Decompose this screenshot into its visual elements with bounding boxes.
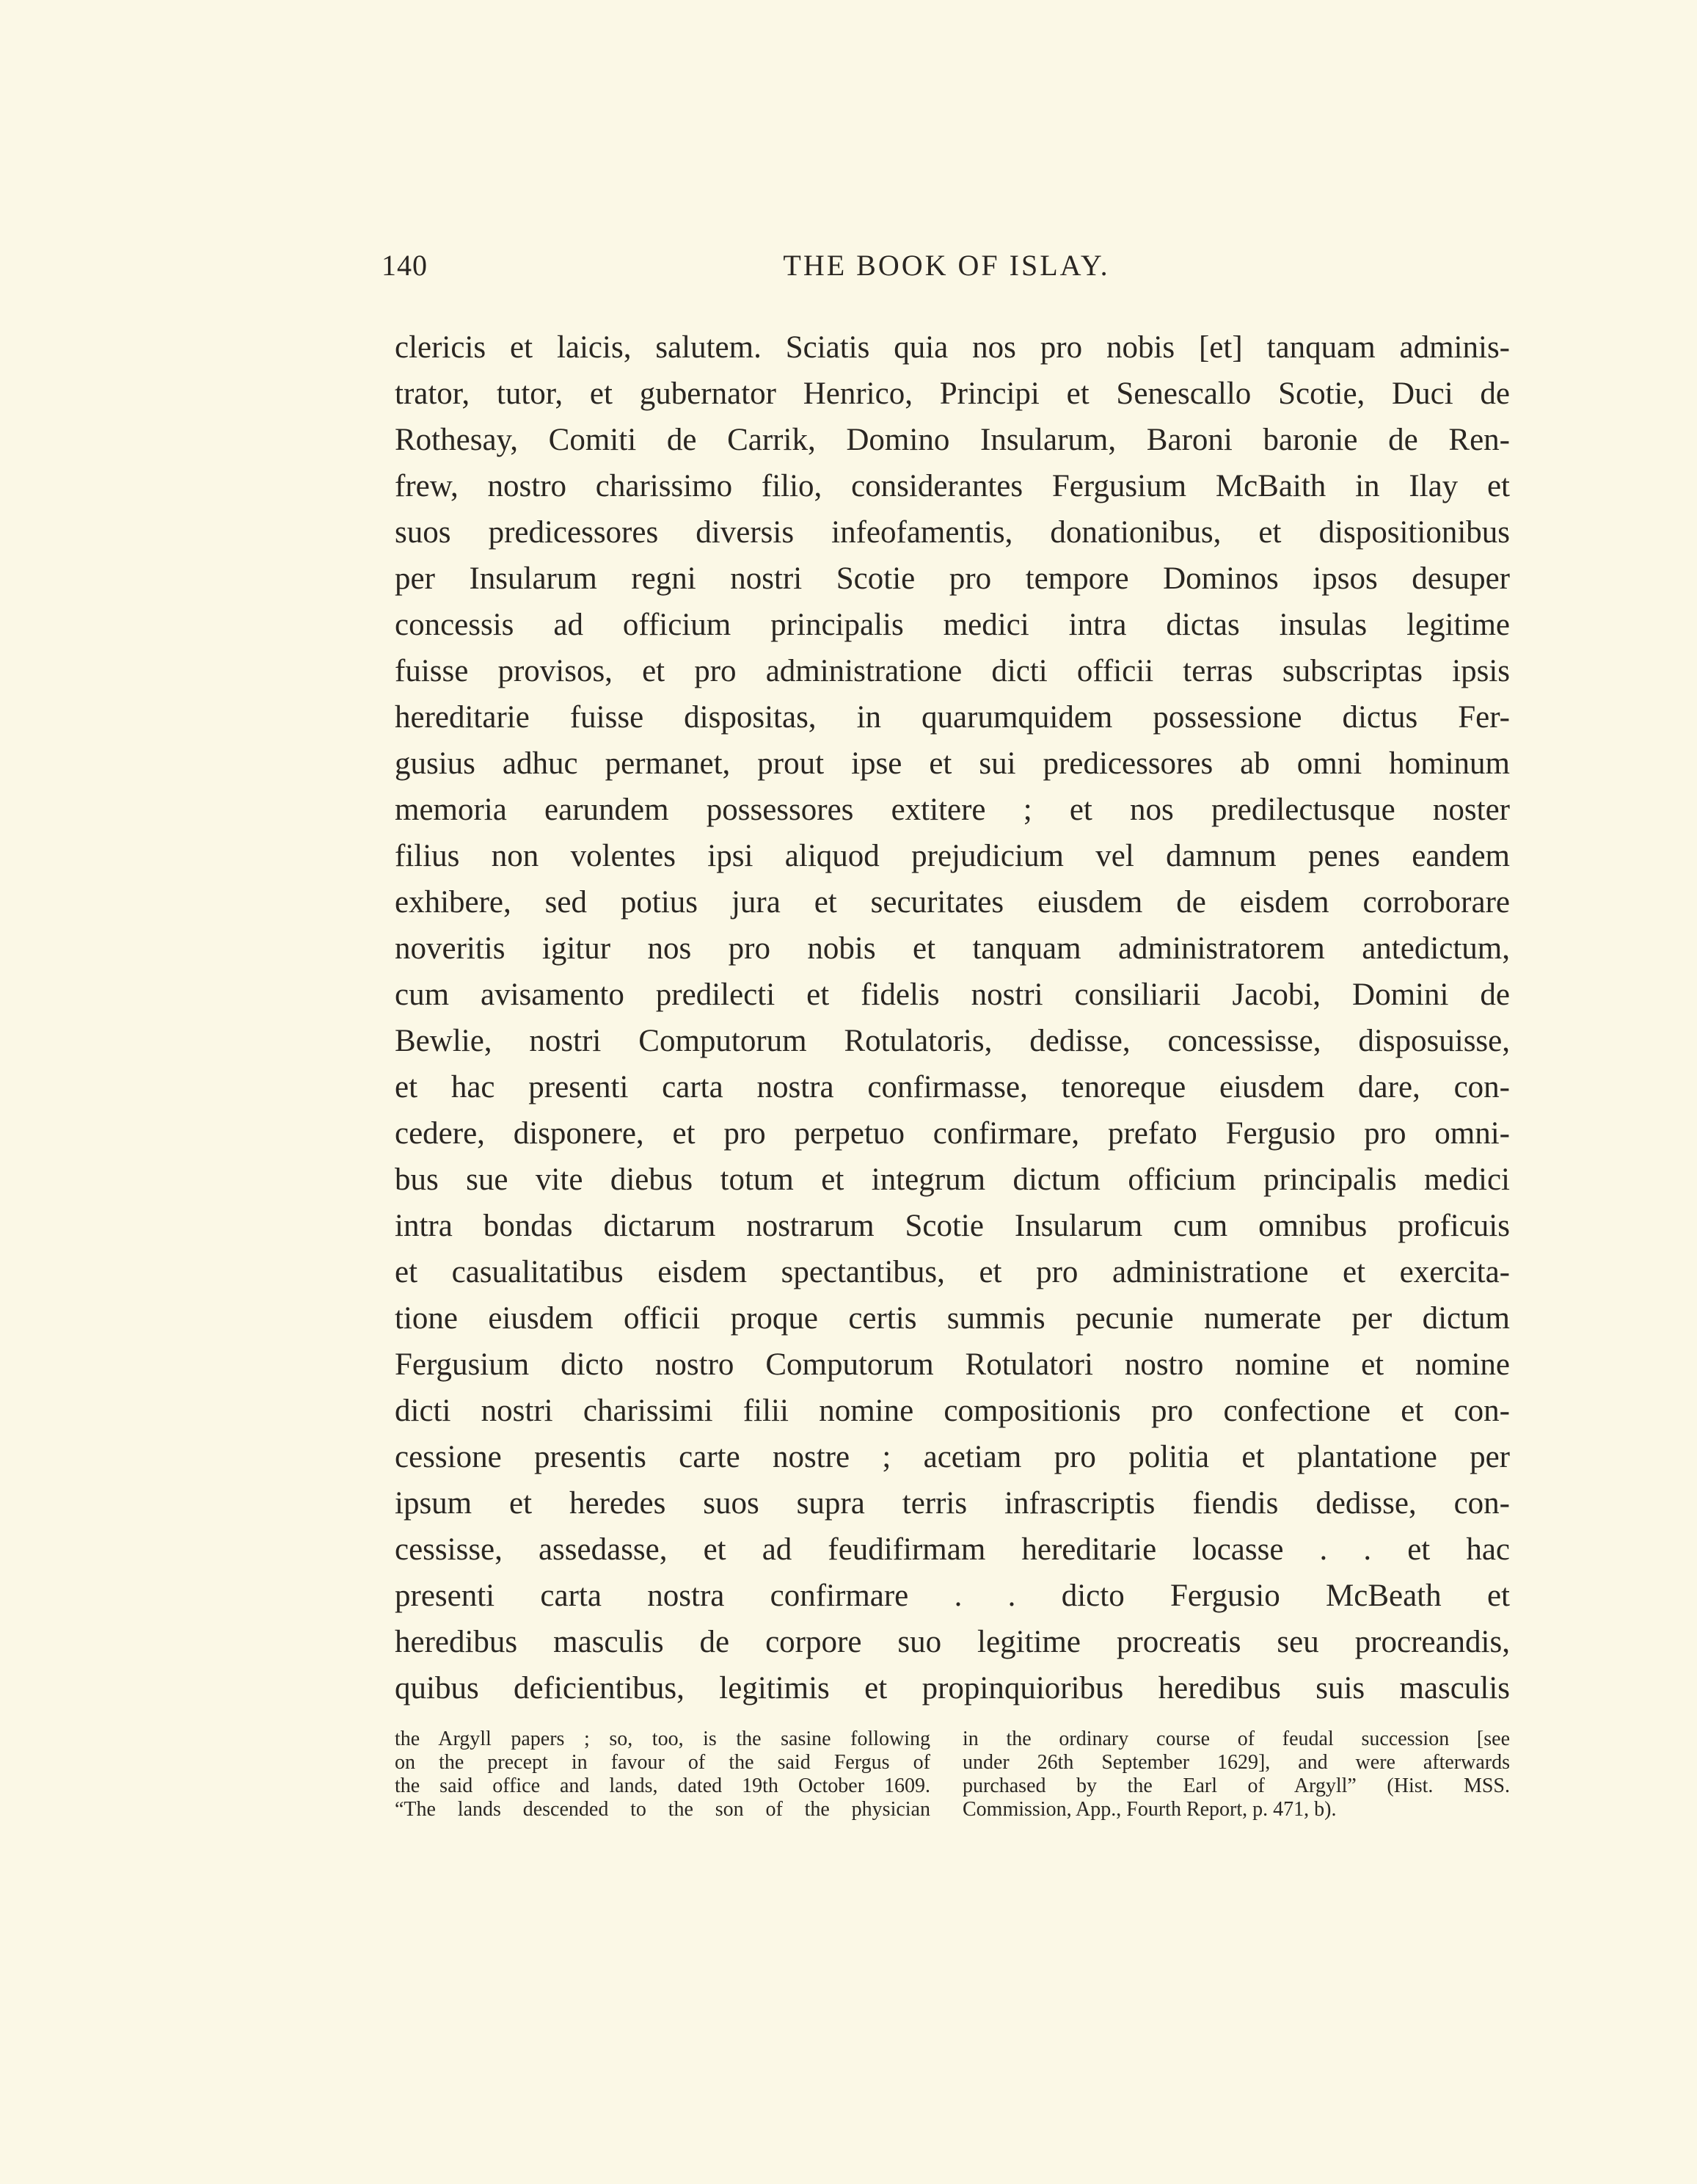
- text-line: hereditarie fuisse dispositas, in quarumquidem possessione dictus Fer-: [395, 700, 1510, 735]
- text-line: memoria earundem possessores extitere ; et nos predilectusque noster: [395, 793, 1510, 827]
- running-title: THE BOOK OF ISLAY.: [783, 249, 1110, 282]
- text-line: fuisse provisos, et pro administratione dicti officii terras subscriptas ipsis: [395, 654, 1510, 688]
- text-line: suos predicessores diversis infeofamentis, donationibus, et dispositionibus: [395, 515, 1510, 550]
- body-text: [395, 324, 1510, 1711]
- text-line: gusius adhuc permanet, prout ipse et sui predicessores ab omni hominum: [395, 746, 1510, 781]
- text-line: ipsum et heredes suos supra terris infrascriptis fiendis dedisse, con-: [395, 1486, 1510, 1521]
- footnote-column-left: [395, 1728, 930, 1821]
- footnote-line: purchased by the Earl of Argyll” (Hist. MSS.: [963, 1774, 1510, 1797]
- footnote-line: the Argyll papers ; so, too, is the sasine following: [395, 1728, 930, 1750]
- text-line: filius non volentes ipsi aliquod prejudicium vel damnum penes eandem: [395, 839, 1510, 873]
- text-line: Bewlie, nostri Computorum Rotulatoris, dedisse, concessisse, disposuisse,: [395, 1024, 1510, 1058]
- text-line: quibus deficientibus, legitimis et propinquioribus heredibus suis masculis: [395, 1671, 1510, 1706]
- text-line: clericis et laicis, salutem. Sciatis quia nos pro nobis [et] tanquam adminis-: [395, 330, 1510, 365]
- page-header: [382, 248, 1511, 292]
- text-line: et casualitatibus eisdem spectantibus, et pro administratione et exercita-: [395, 1255, 1510, 1289]
- text-line: cedere, disponere, et pro perpetuo confirmare, prefato Fergusio pro omni-: [395, 1116, 1510, 1151]
- text-line: intra bondas dictarum nostrarum Scotie Insularum cum omnibus proficuis: [395, 1209, 1510, 1243]
- text-line: Rothesay, Comiti de Carrik, Domino Insularum, Baroni baronie de Ren-: [395, 423, 1510, 457]
- text-line: bus sue vite diebus totum et integrum dictum officium principalis medici: [395, 1162, 1510, 1197]
- footnote-line: Commission, App., Fourth Report, p. 471, b).: [963, 1798, 1337, 1821]
- text-line: noveritis igitur nos pro nobis et tanquam administratorem antedictum,: [395, 931, 1510, 966]
- text-line: dicti nostri charissimi filii nomine compositionis pro confectione et con-: [395, 1394, 1510, 1428]
- text-line: cum avisamento predilecti et fidelis nostri consiliarii Jacobi, Domini de: [395, 978, 1510, 1012]
- page-number: 140: [382, 249, 428, 282]
- text-line: exhibere, sed potius jura et securitates eiusdem de eisdem corroborare: [395, 885, 1510, 920]
- text-line: presenti carta nostra confirmare . . dicto Fergusio McBeath et: [395, 1579, 1510, 1613]
- footnote-line: the said office and lands, dated 19th October 1609.: [395, 1774, 930, 1797]
- footnote-line: in the ordinary course of feudal succession [see: [963, 1728, 1510, 1750]
- footnote-line: under 26th September 1629], and were afterwards: [963, 1751, 1510, 1774]
- text-line: trator, tutor, et gubernator Henrico, Principi et Senescallo Scotie, Duci de: [395, 376, 1510, 411]
- text-line: Fergusium dicto nostro Computorum Rotulatori nostro nomine et nomine: [395, 1347, 1510, 1382]
- footnotes: [395, 1728, 1510, 1845]
- footnote-line: on the precept in favour of the said Fergus of: [395, 1751, 930, 1774]
- footnote-line: “The lands descended to the son of the physician: [395, 1798, 930, 1821]
- text-line: frew, nostro charissimo filio, considerantes Fergusium McBaith in Ilay et: [395, 469, 1510, 503]
- text-line: heredibus masculis de corpore suo legitime procreatis seu procreandis,: [395, 1625, 1510, 1659]
- text-line: concessis ad officium principalis medici intra dictas insulas legitime: [395, 608, 1510, 642]
- text-line: cessisse, assedasse, et ad feudifirmam hereditarie locasse . . et hac: [395, 1532, 1510, 1567]
- text-line: et hac presenti carta nostra confirmasse, tenoreque eiusdem dare, con-: [395, 1070, 1510, 1104]
- text-line: cessione presentis carte nostre ; acetiam pro politia et plantatione per: [395, 1440, 1510, 1474]
- text-line: per Insularum regni nostri Scotie pro tempore Dominos ipsos desuper: [395, 561, 1510, 596]
- footnote-column-right: [963, 1728, 1510, 1821]
- text-line: tione eiusdem officii proque certis summis pecunie numerate per dictum: [395, 1301, 1510, 1336]
